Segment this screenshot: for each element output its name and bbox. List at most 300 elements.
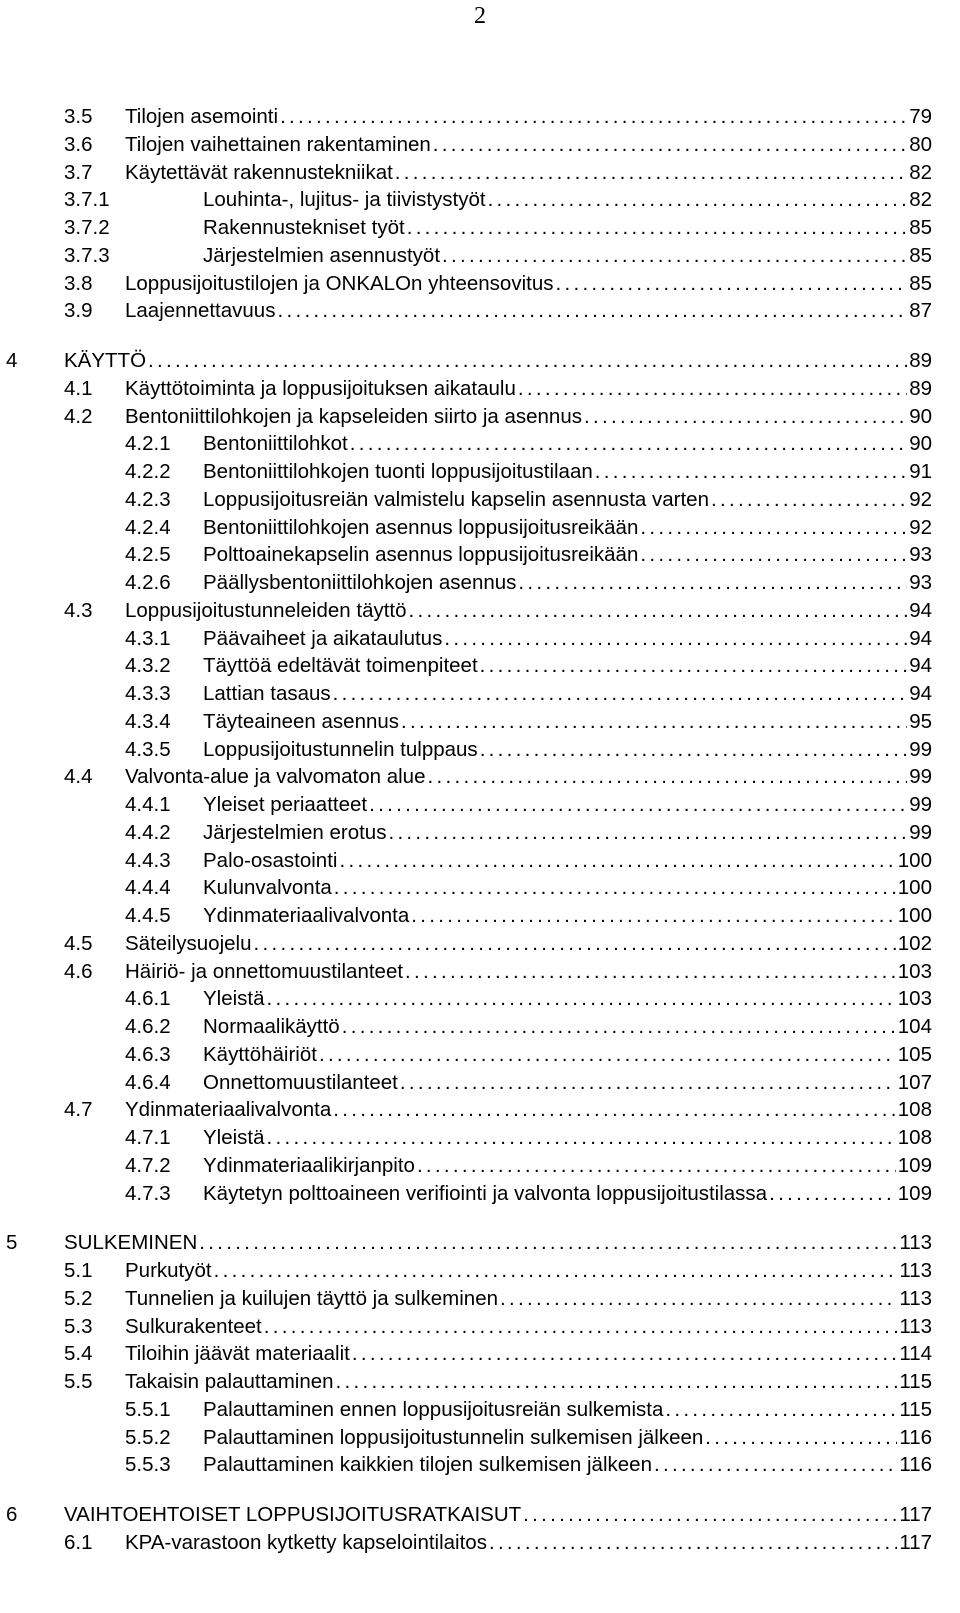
toc-entry-title: Päävaiheet ja aikataulutus — [203, 626, 443, 650]
toc-entry-line — [125, 1529, 932, 1557]
toc-entry-page: 116 — [899, 1425, 932, 1449]
toc-entry-number: 4.2.5 — [125, 543, 171, 567]
toc-entry[interactable] — [0, 1285, 960, 1313]
toc-entry-title: Käytettävät rakennustekniikat — [125, 160, 393, 184]
toc-entry-line — [203, 902, 932, 930]
toc-leader-dots — [427, 763, 907, 791]
toc-entry-page: 113 — [899, 1286, 932, 1310]
toc-entry-number: 4.3.5 — [125, 737, 171, 761]
toc-entry-title: Ydinmateriaalivalvonta — [203, 904, 410, 927]
toc-leader-dots — [411, 902, 896, 930]
toc-entry-page: 99 — [909, 765, 932, 789]
toc-entry[interactable] — [0, 1340, 960, 1368]
toc-entry[interactable] — [0, 270, 960, 298]
toc-entry-page: 94 — [909, 626, 932, 650]
toc-entry[interactable] — [0, 242, 960, 270]
toc-entry-number: 3.6 — [64, 132, 93, 156]
toc-entry[interactable] — [0, 1368, 960, 1396]
toc-entry-page: 117 — [899, 1503, 932, 1526]
toc-entry-line — [64, 1501, 932, 1529]
toc-entry[interactable] — [0, 186, 960, 214]
toc-entry-number: 3.7.2 — [64, 216, 110, 239]
toc-entry-number: 4.7.2 — [125, 1153, 171, 1177]
toc-leader-dots — [711, 486, 907, 514]
toc-entry[interactable] — [0, 1124, 960, 1152]
toc-entry-line — [203, 1152, 932, 1180]
toc-entry-page: 82 — [909, 188, 932, 212]
toc-entry[interactable] — [0, 958, 960, 986]
toc-entry-line — [125, 597, 932, 625]
toc-entry-number: 3.9 — [64, 299, 93, 323]
toc-entry-title: Bentoniittilohkojen ja kapseleiden siirto ja asennus — [125, 404, 582, 428]
toc-entry-number: 4.3 — [64, 598, 93, 622]
toc-entry-page: 85 — [909, 271, 932, 295]
toc-entry[interactable] — [0, 1069, 960, 1097]
toc-leader-dots — [350, 430, 907, 458]
toc-entry-line — [203, 430, 932, 458]
toc-entry[interactable] — [0, 1229, 960, 1257]
toc-entry[interactable] — [0, 1152, 960, 1180]
toc-entry-line — [203, 680, 932, 708]
toc-entry[interactable] — [0, 541, 960, 569]
toc-entry-title: Sulkurakenteet — [125, 1314, 262, 1338]
toc-entry-line — [125, 103, 932, 131]
toc-entry-number: 4 — [6, 349, 18, 372]
toc-entry-title: Täyttöä edeltävät toimenpiteet — [203, 654, 478, 678]
toc-entry-title: Tiloihin jäävät materiaalit — [125, 1342, 350, 1366]
toc-entry-page: 93 — [909, 571, 932, 594]
toc-entry[interactable] — [0, 214, 960, 242]
toc-entry-page: 85 — [909, 243, 932, 267]
toc-entry-number: 4.4.4 — [125, 876, 171, 900]
toc-leader-dots — [319, 1041, 896, 1069]
toc-entry[interactable] — [0, 159, 960, 187]
toc-leader-dots — [369, 791, 907, 819]
toc-entry-line — [203, 819, 932, 847]
toc-entry-line — [125, 1096, 932, 1124]
toc-entry[interactable] — [0, 1424, 960, 1452]
toc-entry-number: 4.6.2 — [125, 1015, 171, 1038]
toc-entry[interactable] — [0, 1041, 960, 1069]
toc-entry-title: Järjestelmien asennustyöt — [203, 243, 441, 267]
toc-entry-page: 114 — [899, 1342, 932, 1366]
toc-entry[interactable] — [0, 763, 960, 791]
toc-entry-page: 95 — [909, 709, 932, 733]
toc-leader-dots — [395, 159, 907, 187]
toc-entry-page: 107 — [897, 1070, 932, 1094]
toc-leader-dots — [409, 597, 908, 625]
toc-entry-title: Ydinmateriaalikirjanpito — [203, 1153, 415, 1177]
toc-entry-number: 4.2.1 — [125, 432, 171, 456]
toc-entry-page: 104 — [897, 1015, 932, 1038]
toc-entry-title: Loppusijoitusreiän valmistelu kapselin asennusta varten — [203, 487, 709, 511]
toc-entry[interactable] — [0, 103, 960, 131]
toc-entry[interactable] — [0, 625, 960, 653]
toc-entry-title: Onnettomuustilanteet — [203, 1070, 398, 1094]
toc-entry-page: 92 — [909, 515, 932, 539]
toc-entry[interactable] — [0, 1013, 960, 1041]
toc-entry-number: 3.5 — [64, 105, 93, 128]
toc-leader-dots — [148, 347, 907, 375]
page-number: 2 — [474, 3, 486, 29]
toc-entry-page: 116 — [899, 1453, 932, 1477]
toc-entry-page: 108 — [897, 1098, 932, 1122]
toc-leader-dots — [267, 985, 896, 1013]
toc-entry-number: 5.5.2 — [125, 1425, 171, 1449]
toc-entry-title: Laajennettavuus — [125, 299, 276, 323]
toc-entry-number: 5.5.1 — [125, 1397, 171, 1421]
toc-entry-title: Kulunvalvonta — [203, 876, 332, 900]
toc-entry-title: Polttoainekapselin asennus loppusijoitusreikään — [203, 543, 639, 567]
toc-entry-title: Bentoniittilohkojen asennus loppusijoitusreikään — [203, 515, 639, 539]
toc-entry-page: 115 — [899, 1370, 932, 1393]
toc-leader-dots — [352, 1340, 897, 1368]
toc-leader-dots — [518, 375, 907, 403]
toc-entry-number: 5.3 — [64, 1314, 93, 1338]
toc-entry[interactable] — [0, 1313, 960, 1341]
toc-leader-dots — [705, 1424, 897, 1452]
toc-leader-dots — [417, 1152, 896, 1180]
toc-leader-dots — [339, 847, 895, 875]
toc-entry-page: 105 — [897, 1042, 932, 1066]
toc-leader-dots — [433, 131, 907, 159]
toc-entry-line — [64, 347, 932, 375]
toc-leader-dots — [388, 819, 907, 847]
toc-leader-dots — [665, 1396, 897, 1424]
toc-entry[interactable] — [0, 791, 960, 819]
toc-leader-dots — [555, 270, 907, 298]
toc-entry-title: Takaisin palauttaminen — [125, 1370, 334, 1393]
toc-entry-line — [203, 652, 932, 680]
toc-entry-line — [203, 514, 932, 542]
toc-entry-number: 5 — [6, 1231, 18, 1255]
toc-entry-page: 89 — [909, 376, 932, 400]
toc-entry[interactable] — [0, 297, 960, 325]
toc-entry[interactable] — [0, 985, 960, 1013]
toc-entry-number: 4.3.3 — [125, 682, 171, 705]
toc-leader-dots — [214, 1257, 898, 1285]
toc-entry-line — [203, 847, 932, 875]
toc-entry-title: Purkutyöt — [125, 1259, 212, 1282]
toc-entry-number: 4.6.4 — [125, 1070, 171, 1094]
toc-entry-title: Säteilysuojelu — [125, 931, 252, 955]
toc-entry-title: Rakennustekniset työt — [203, 216, 405, 239]
toc-leader-dots — [199, 1229, 897, 1257]
toc-entry-number: 3.7.3 — [64, 243, 110, 267]
toc-entry-page: 82 — [909, 160, 932, 184]
toc-entry-page: 87 — [909, 299, 932, 323]
toc-leader-dots — [334, 874, 896, 902]
toc-entry-title: Käyttötoiminta ja loppusijoituksen aikataulu — [125, 376, 516, 400]
toc-entry-title: Loppusijoitustunnelin tulppaus — [203, 737, 478, 761]
toc-entry-line — [125, 763, 932, 791]
toc-entry-page: 90 — [909, 432, 932, 456]
toc-entry-title: Bentoniittilohkot — [203, 432, 348, 456]
toc-entry-page: 80 — [909, 132, 932, 156]
toc-entry-page: 113 — [899, 1231, 932, 1255]
toc-entry[interactable] — [0, 458, 960, 486]
toc-entry-number: 5.1 — [64, 1259, 93, 1282]
toc-entry-line — [125, 159, 932, 187]
toc-entry-page: 91 — [909, 460, 932, 483]
toc-entry-page: 103 — [897, 959, 932, 983]
toc-entry-number: 3.7 — [64, 160, 93, 184]
toc-leader-dots — [333, 680, 908, 708]
toc-entry-number: 4.2.4 — [125, 515, 171, 539]
toc-entry-title: Tilojen asemointi — [125, 105, 279, 128]
toc-entry-number: 4.4.5 — [125, 904, 171, 927]
toc-leader-dots — [442, 242, 907, 270]
toc-entry-number: 4.6.1 — [125, 987, 171, 1011]
toc-leader-dots — [407, 214, 907, 242]
toc-entry-page: 94 — [909, 654, 932, 678]
toc-entry[interactable] — [0, 1396, 960, 1424]
toc-entry-line — [203, 1069, 932, 1097]
toc-entry-line — [125, 270, 932, 298]
toc-entry-line — [203, 1124, 932, 1152]
toc-entry-number: 5.5 — [64, 1370, 93, 1393]
toc-entry-page: 92 — [909, 487, 932, 511]
toc-entry-number: 4.2.3 — [125, 487, 171, 511]
toc-entry-number: 5.5.3 — [125, 1453, 171, 1477]
toc-entry-page: 85 — [909, 216, 932, 239]
toc-leader-dots — [280, 103, 907, 131]
toc-entry[interactable] — [0, 597, 960, 625]
toc-leader-dots — [489, 1529, 897, 1557]
toc-entry-title: Palo-osastointi — [203, 848, 338, 872]
toc-entry-page: 90 — [909, 404, 932, 428]
toc-entry-line — [203, 1396, 932, 1424]
toc-entry-title: Käyttöhäiriöt — [203, 1042, 317, 1066]
toc-entry[interactable] — [0, 514, 960, 542]
toc-entry-line — [203, 736, 932, 764]
toc-entry-page: 94 — [909, 598, 932, 622]
toc-entry-line — [125, 375, 932, 403]
toc-leader-dots — [500, 1285, 897, 1313]
toc-entry-line — [203, 242, 932, 270]
toc-leader-dots — [488, 186, 908, 214]
toc-entry[interactable] — [0, 1501, 960, 1529]
toc-entry-title: KÄYTTÖ — [64, 349, 147, 372]
toc-entry[interactable] — [0, 131, 960, 159]
toc-entry-line — [125, 958, 932, 986]
toc-entry-line — [125, 930, 932, 958]
toc-entry-number: 4.4.3 — [125, 848, 171, 872]
toc-entry-title: Järjestelmien erotus — [203, 820, 387, 844]
toc-entry-line — [125, 1257, 932, 1285]
toc-entry[interactable] — [0, 847, 960, 875]
toc-entry[interactable] — [0, 708, 960, 736]
toc-entry-number: 4.3.2 — [125, 654, 171, 678]
toc-entry-title: Tunnelien ja kuilujen täyttö ja sulkeminen — [125, 1286, 499, 1310]
toc-entry-line — [203, 1180, 932, 1208]
toc-entry-number: 5.2 — [64, 1286, 93, 1310]
toc-entry-title: Tilojen vaihettainen rakentaminen — [125, 132, 431, 156]
toc-entry-number: 4.6 — [64, 959, 93, 983]
toc-entry-title: Täyteaineen asennus — [203, 709, 400, 733]
toc-entry[interactable] — [0, 680, 960, 708]
toc-entry-line — [125, 1313, 932, 1341]
toc-leader-dots — [640, 541, 907, 569]
toc-entry-title: Loppusijoitustunneleiden täyttö — [125, 598, 407, 622]
toc-leader-dots — [336, 1368, 898, 1396]
toc-entry-page: 108 — [897, 1126, 932, 1149]
toc-entry-number: 4.6.3 — [125, 1042, 171, 1066]
toc-entry-page: 100 — [897, 876, 932, 900]
toc-entry-number: 4.4.1 — [125, 793, 171, 816]
toc-leader-dots — [401, 708, 907, 736]
toc-leader-dots — [264, 1313, 898, 1341]
toc-entry[interactable] — [0, 1096, 960, 1124]
toc-entry-number: 5.4 — [64, 1342, 93, 1366]
toc-entry[interactable] — [0, 486, 960, 514]
toc-leader-dots — [267, 1124, 896, 1152]
toc-entry-page: 89 — [909, 349, 932, 372]
toc-entry-line — [203, 1041, 932, 1069]
toc-entry-line — [125, 1285, 932, 1313]
toc-entry-line — [203, 569, 932, 597]
toc-entry[interactable] — [0, 375, 960, 403]
toc-entry[interactable] — [0, 1451, 960, 1479]
toc-entry-number: 3.8 — [64, 271, 93, 295]
toc-entry-line — [203, 486, 932, 514]
toc-leader-dots — [480, 652, 908, 680]
toc-entry-page: 99 — [909, 737, 932, 761]
toc-entry-title: Päällysbentoniittilohkojen asennus — [203, 571, 517, 594]
toc-entry-line — [203, 1424, 932, 1452]
toc-entry-title: Palauttaminen kaikkien tilojen sulkemisen jälkeen — [203, 1453, 652, 1477]
toc-entry-line — [203, 791, 932, 819]
toc-entry-number: 6 — [6, 1503, 18, 1526]
toc-entry-title: Käytetyn polttoaineen verifiointi ja valvonta loppusijoitustilassa — [203, 1181, 768, 1205]
toc-entry-page: 113 — [899, 1314, 932, 1338]
toc-entry-title: Bentoniittilohkojen tuonti loppusijoitustilaan — [203, 460, 593, 483]
toc-entry-line — [125, 403, 932, 431]
toc-leader-dots — [400, 1069, 896, 1097]
toc-entry-line — [125, 131, 932, 159]
toc-entry-page: 99 — [909, 793, 932, 816]
toc-entry-number: 4.3.4 — [125, 709, 171, 733]
toc-entry-title: Normaalikäyttö — [203, 1015, 340, 1038]
toc-entry-line — [203, 874, 932, 902]
toc-entry-page: 79 — [909, 105, 932, 128]
toc-entry-title: SULKEMINEN — [64, 1231, 198, 1255]
toc-entry-line — [203, 985, 932, 1013]
toc-entry-number: 4.5 — [64, 931, 93, 955]
toc-entry-line — [203, 1013, 932, 1041]
toc-entry-number: 4.2 — [64, 404, 93, 428]
toc-entry-page: 102 — [897, 931, 932, 955]
toc-entry[interactable] — [0, 430, 960, 458]
toc-leader-dots — [254, 930, 896, 958]
toc-entry-page: 100 — [897, 848, 932, 872]
toc-entry-number: 4.7.1 — [125, 1126, 171, 1149]
toc-entry-number: 6.1 — [64, 1530, 93, 1554]
toc-entry-number: 4.2.2 — [125, 460, 171, 483]
toc-entry[interactable] — [0, 930, 960, 958]
toc-leader-dots — [405, 958, 896, 986]
toc-leader-dots — [480, 736, 908, 764]
toc-entry-title: Palauttaminen ennen loppusijoitusreiän sulkemista — [203, 1397, 664, 1421]
toc-entry-title: Ydinmateriaalivalvonta — [125, 1098, 332, 1122]
toc-entry-page: 103 — [897, 987, 932, 1011]
toc-entry-line — [125, 1340, 932, 1368]
toc-entry-title: Palauttaminen loppusijoitustunnelin sulkemisen jälkeen — [203, 1425, 704, 1449]
toc-entry-title: VAIHTOEHTOISET LOPPUSIJOITUSRATKAISUT — [64, 1503, 522, 1526]
toc-leader-dots — [640, 514, 907, 542]
toc-leader-dots — [342, 1013, 896, 1041]
toc-entry[interactable] — [0, 819, 960, 847]
toc-entry-title: Häiriö- ja onnettomuustilanteet — [125, 959, 404, 983]
toc-entry-page: 113 — [899, 1259, 932, 1282]
toc-entry[interactable] — [0, 902, 960, 930]
toc-entry-page: 93 — [909, 543, 932, 567]
toc-entry-line — [203, 458, 932, 486]
toc-leader-dots — [333, 1096, 896, 1124]
toc-entry[interactable] — [0, 403, 960, 431]
toc-entry[interactable] — [0, 347, 960, 375]
toc-entry-line — [203, 541, 932, 569]
toc-entry[interactable] — [0, 652, 960, 680]
toc-entry-line — [125, 297, 932, 325]
toc-entry-number: 4.4 — [64, 765, 93, 789]
toc-entry-line — [203, 708, 932, 736]
toc-entry[interactable] — [0, 1180, 960, 1208]
toc-entry-number: 3.7.1 — [64, 188, 110, 212]
toc-leader-dots — [595, 458, 907, 486]
toc-leader-dots — [444, 625, 907, 653]
toc-entry-number: 4.1 — [64, 376, 93, 400]
toc-entry-number: 4.7.3 — [125, 1181, 171, 1205]
toc-entry-number: 4.4.2 — [125, 820, 171, 844]
toc-entry[interactable] — [0, 1257, 960, 1285]
toc-leader-dots — [518, 569, 907, 597]
toc-entry-title: KPA-varastoon kytketty kapselointilaitos — [125, 1530, 487, 1554]
toc-entry-title: Louhinta-, lujitus- ja tiivistystyöt — [203, 188, 486, 212]
toc-leader-dots — [584, 403, 907, 431]
toc-entry-number: 4.3.1 — [125, 626, 171, 650]
toc-entry-title: Lattian tasaus — [203, 682, 331, 705]
toc-leader-dots — [654, 1451, 897, 1479]
toc-entry[interactable] — [0, 874, 960, 902]
toc-entry-title: Loppusijoitustilojen ja ONKALOn yhteensovitus — [125, 271, 554, 295]
toc-entry-page: 100 — [897, 904, 932, 927]
toc-entry[interactable] — [0, 1529, 960, 1557]
toc-entry-title: Yleiset periaatteet — [203, 793, 368, 816]
toc-entry-page: 117 — [899, 1530, 932, 1554]
toc-entry-title: Yleistä — [203, 987, 265, 1011]
toc-entry-line — [203, 1451, 932, 1479]
toc-entry-page: 115 — [899, 1397, 932, 1421]
toc-entry-line — [203, 186, 932, 214]
toc-entry-number: 4.7 — [64, 1098, 93, 1122]
toc-entry-page: 109 — [897, 1153, 932, 1177]
toc-entry-line — [64, 1229, 932, 1257]
toc-entry-line — [125, 1368, 932, 1396]
toc-entry-line — [203, 214, 932, 242]
toc-entry-page: 94 — [909, 682, 932, 705]
toc-entry-page: 109 — [897, 1181, 932, 1205]
toc-leader-dots — [523, 1501, 897, 1529]
toc-entry-number: 4.2.6 — [125, 571, 171, 594]
toc-entry[interactable] — [0, 569, 960, 597]
toc-entry[interactable] — [0, 736, 960, 764]
toc-leader-dots — [769, 1180, 896, 1208]
toc-leader-dots — [277, 297, 907, 325]
toc-entry-line — [203, 625, 932, 653]
toc-entry-page: 99 — [909, 820, 932, 844]
toc-entry-title: Valvonta-alue ja valvomaton alue — [125, 765, 426, 789]
